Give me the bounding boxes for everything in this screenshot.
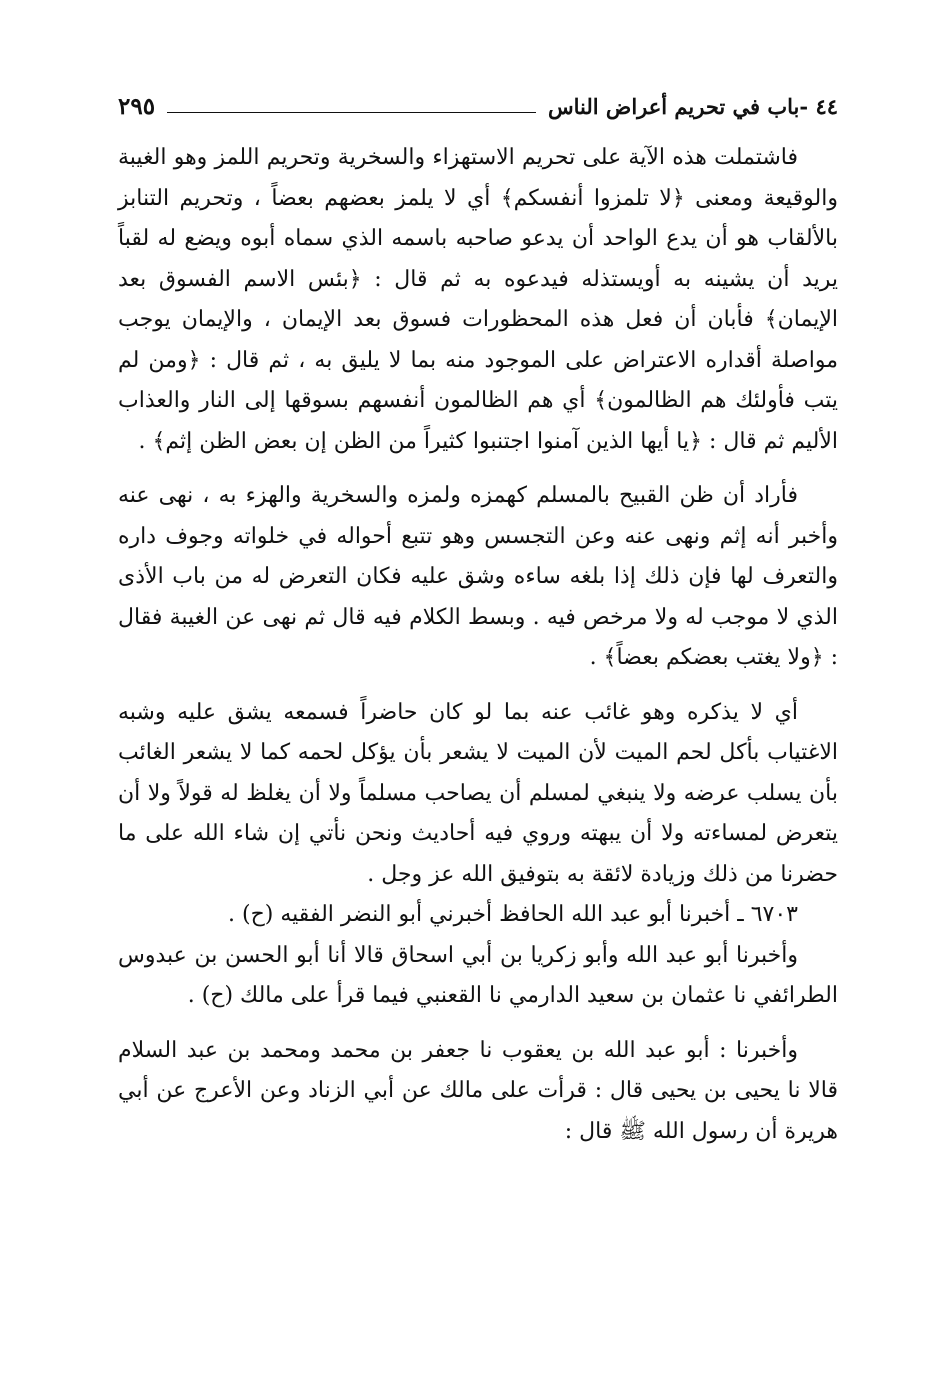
paragraph: وأخبرنا أبو عبد الله وأبو زكريا بن أبي اسحاق قالا أنا أبو الحسن بن عبدوس الطرائفي نا عثمان بن سعيد الدارمي نا القعنبي فيما قرأ على مالك (ح) . (118, 942, 838, 1008)
page-header (118, 86, 838, 126)
header-rule (167, 112, 536, 113)
body-text (118, 138, 838, 1152)
paragraph: فاشتملت هذه الآية على تحريم الاستهزاء والسخرية وتحريم اللمز وهو الغيبة والوقيعة ومعنى ﴿لا تلمزوا أنفسكم﴾ أي لا يلمز بعضهم بعضاً ، وتحريم التنابز بالألقاب هو أن يدع الواحد أن يدعو صاحبه باسمه الذي سماه أبوه ويضع له لقباً يريد أن يشينه به أويستذله فيدعوه به ثم قال : ﴿بئس الاسم الفسوق بعد الإيمان﴾ فأبان أن فعل هذه المحظورات فسوق بعد الإيمان ، والإيمان يوجب مواصلة أقداره الاعتراض على الموجود منه بما لا يليق به ، ثم قال : ﴿ومن لم يتب فأولئك هم الظالمون﴾ أي هم الظالمون أنفسهم بسوقها إلى النار والعذاب الأليم ثم قال : ﴿يا أيها الذين آمنوا اجتنبوا كثيراً من الظن إن بعض الظن إثم﴾ . (118, 145, 839, 454)
paragraph: أي لا يذكره وهو غائب عنه بما لو كان حاضراً فسمعه يشق عليه وشبه الاغتياب بأكل لحم الميت لأن الميت لا يشعر بأن يؤكل لحمه كما لا يشعر الغائب بأن يسلب عرضه ولا ينبغي لمسلم أن يصاحب مسلماً ولا أن يغلظ له قولاً ولا أن يتعرض لمساءته ولا أن يبهته وروي فيه أحاديث ونحن نأتي إن شاء الله على ما حضرنا من ذلك وزيادة لائقة به بتوفيق الله عز وجل . (118, 699, 838, 887)
paragraph: وأخبرنا : أبو عبد الله بن يعقوب نا جعفر بن محمد ومحمد بن عبد السلام قالا نا يحيى بن يحيى قال : قرأت على مالك عن أبي الزناد وعن الأعرج عن أبي هريرة أن رسول الله ﷺ قال : (118, 1037, 838, 1144)
paragraph: فأراد أن ظن القبيح بالمسلم كهمزه ولمزه والسخرية والهزء به ، نهى عنه وأخبر أنه إثم ونهى عنه وعن التجسس وهو تتبع أحواله في خلواته وجوف داره والتعرف لها فإن ذلك إذا بلغه ساءه وشق عليه فكان التعرض له من باب الأذى الذي لا موجب له ولا مرخص فيه . وبسط الكلام فيه قال ثم نهى عن الغيبة فقال : ﴿ولا يغتب بعضكم بعضاً﴾ . (118, 483, 838, 670)
hadith-number-paragraph: ٦٧٠٣ ـ أخبرنا أبو عبد الله الحافظ أخبرني أبو النضر الفقيه (ح) . (228, 902, 798, 927)
page-number: ٢٩٥ (118, 92, 156, 120)
chapter-title: ٤٤ -باب في تحريم أعراض الناس (548, 93, 838, 119)
